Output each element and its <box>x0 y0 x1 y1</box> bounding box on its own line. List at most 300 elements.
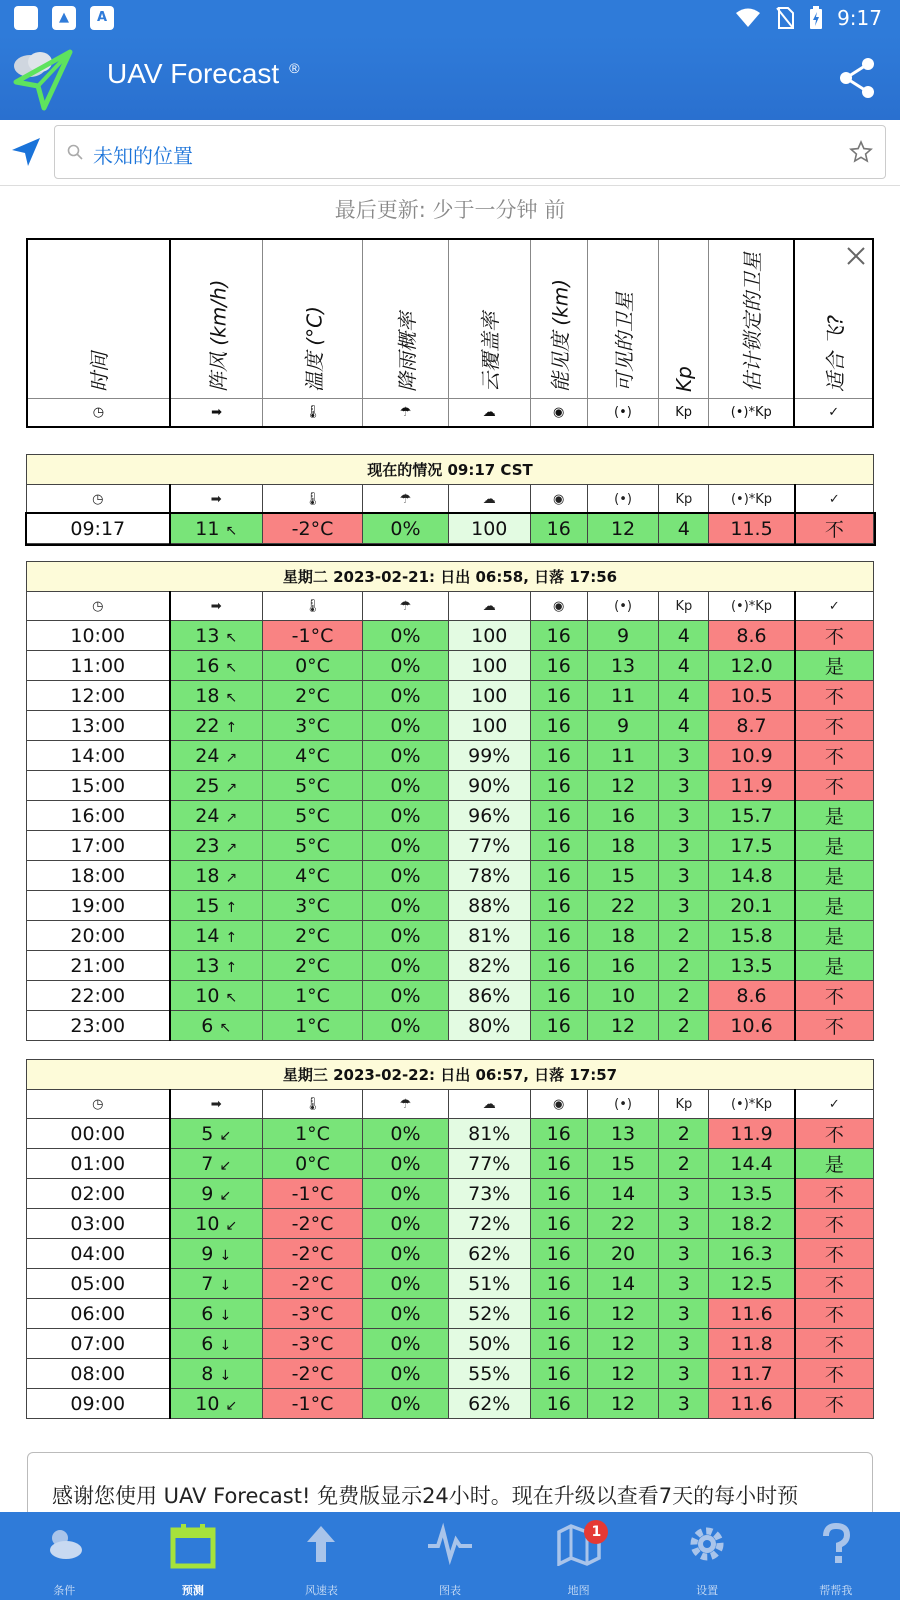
gust-cell: 24 ↗ <box>170 741 263 771</box>
gust-cell: 13 ↖ <box>170 621 263 651</box>
sats-cell: 12 <box>587 1011 659 1041</box>
time-cell: 19:00 <box>27 891 170 921</box>
est-sats-cell: 17.5 <box>709 831 795 861</box>
fly-cell: 是 <box>795 801 874 831</box>
wind-arrow-icon: ➡ <box>170 1090 263 1119</box>
est-sats-cell: 8.6 <box>709 621 795 651</box>
visibility-cell: 16 <box>530 921 587 951</box>
bottom-nav <box>0 1512 900 1600</box>
col-precip: 降雨概率 <box>363 239 449 399</box>
table-row[interactable] <box>27 1359 874 1389</box>
wind-direction-icon: ↗ <box>225 869 238 886</box>
temp-cell: -2°C <box>262 1209 362 1239</box>
cloud-cell: 96% <box>448 801 530 831</box>
table-row[interactable] <box>27 831 874 861</box>
fly-cell: 不 <box>795 1389 874 1419</box>
cloud-cell: 82% <box>448 951 530 981</box>
kp-label: Kp <box>659 592 709 621</box>
cloud-icon: ☁ <box>448 399 530 427</box>
table-row[interactable] <box>27 771 874 801</box>
est-sats-cell: 18.2 <box>709 1209 795 1239</box>
est-sats-cell: 11.6 <box>709 1389 795 1419</box>
kp-cell: 3 <box>659 801 709 831</box>
wind-direction-icon: ↙ <box>219 1127 232 1144</box>
precip-cell: 0% <box>363 1149 449 1179</box>
table-row[interactable] <box>27 1011 874 1041</box>
kp-cell: 4 <box>659 651 709 681</box>
sats-cell: 15 <box>587 1149 659 1179</box>
check-icon: ✓ <box>795 1090 874 1119</box>
wind-direction-icon: ↓ <box>219 1367 232 1384</box>
visibility-cell: 16 <box>530 681 587 711</box>
precip-cell: 0% <box>363 681 449 711</box>
time-cell: 11:00 <box>27 651 170 681</box>
est-sats-cell: 11.5 <box>709 514 795 544</box>
precip-cell: 0% <box>363 1359 449 1389</box>
kp-cell: 4 <box>659 621 709 651</box>
est-sats-cell: 10.6 <box>709 1011 795 1041</box>
precip-cell: 0% <box>363 621 449 651</box>
gust-cell: 14 ↑ <box>170 921 263 951</box>
fly-cell: 不 <box>795 1119 874 1149</box>
gust-cell: 6 ↓ <box>170 1299 263 1329</box>
nav-anemometer[interactable]: 风速表 <box>257 1512 386 1600</box>
time-cell: 09:17 <box>27 514 170 544</box>
table-row[interactable] <box>27 1269 874 1299</box>
app-bar <box>0 36 900 120</box>
precip-cell: 0% <box>363 1389 449 1419</box>
est-sats-cell: 15.8 <box>709 921 795 951</box>
gust-cell: 16 ↖ <box>170 651 263 681</box>
kp-cell: 3 <box>659 831 709 861</box>
time-cell: 09:00 <box>27 1389 170 1419</box>
wind-direction-icon: ↗ <box>225 779 238 796</box>
visibility-cell: 16 <box>530 801 587 831</box>
cloud-cell: 88% <box>448 891 530 921</box>
est-sats-cell: 10.5 <box>709 681 795 711</box>
gust-cell: 9 ↙ <box>170 1179 263 1209</box>
fly-cell: 不 <box>795 681 874 711</box>
temp-cell: -1°C <box>262 1179 362 1209</box>
rain-icon: ☂ <box>363 1090 449 1119</box>
visibility-cell: 16 <box>530 1299 587 1329</box>
kp-cell: 4 <box>659 711 709 741</box>
sats-cell: 12 <box>587 1389 659 1419</box>
gust-cell: 10 ↖ <box>170 981 263 1011</box>
fly-cell: 是 <box>795 921 874 951</box>
precip-cell: 0% <box>363 771 449 801</box>
est-sats-cell: 11.7 <box>709 1359 795 1389</box>
eye-icon: ◉ <box>530 485 587 514</box>
upgrade-promo[interactable]: 感谢您使用 UAV Forecast! 免费版显示24小时。现在升级以查看7天的每小时预 <box>27 1452 873 1592</box>
est-sats-cell: 11.9 <box>709 1119 795 1149</box>
no-sim-icon <box>775 6 795 30</box>
est-sats-cell: 13.5 <box>709 1179 795 1209</box>
temp-cell: 5°C <box>262 831 362 861</box>
time-cell: 08:00 <box>27 1359 170 1389</box>
wind-direction-icon: ↓ <box>219 1247 232 1264</box>
sats-cell: 10 <box>587 981 659 1011</box>
gust-cell: 13 ↑ <box>170 951 263 981</box>
col-fly: 适合 飞? <box>794 239 873 399</box>
temp-cell: -1°C <box>262 1389 362 1419</box>
temp-cell: -2°C <box>262 1359 362 1389</box>
table-row[interactable] <box>27 621 874 651</box>
kp-cell: 3 <box>659 1269 709 1299</box>
visibility-cell: 16 <box>530 621 587 651</box>
temp-cell: 5°C <box>262 771 362 801</box>
kp-cell: 2 <box>659 951 709 981</box>
table-row[interactable] <box>27 891 874 921</box>
gust-cell: 7 ↙ <box>170 1149 263 1179</box>
kp-cell: 3 <box>659 1359 709 1389</box>
visibility-cell: 16 <box>530 1011 587 1041</box>
gust-cell: 7 ↓ <box>170 1269 263 1299</box>
est-sats-cell: 11.6 <box>709 1299 795 1329</box>
fly-cell: 是 <box>795 1149 874 1179</box>
favorite-star-icon[interactable] <box>849 140 873 164</box>
rain-icon: ☂ <box>363 399 449 427</box>
check-icon: ✓ <box>795 592 874 621</box>
precip-cell: 0% <box>363 1239 449 1269</box>
table-row[interactable] <box>27 1209 874 1239</box>
cloud-icon: ☁ <box>448 1090 530 1119</box>
table-row[interactable] <box>27 711 874 741</box>
pulse-icon <box>426 1522 474 1566</box>
wind-arrow-icon: ➡ <box>170 592 263 621</box>
wind-direction-icon: ↖ <box>225 689 238 706</box>
visibility-cell: 16 <box>530 831 587 861</box>
precip-cell: 0% <box>363 861 449 891</box>
current-conditions-table <box>26 454 874 544</box>
sats-cell: 14 <box>587 1269 659 1299</box>
temp-cell: 3°C <box>262 711 362 741</box>
cloud-cell: 73% <box>448 1179 530 1209</box>
sats-cell: 11 <box>587 681 659 711</box>
wind-direction-icon: ↙ <box>225 1217 238 1234</box>
table-row[interactable] <box>27 861 874 891</box>
cloud-icon: ☁ <box>448 592 530 621</box>
satellite-icon: (•) <box>587 592 659 621</box>
fly-cell: 不 <box>795 1011 874 1041</box>
precip-cell: 0% <box>363 921 449 951</box>
wind-arrow-icon: ➡ <box>170 485 263 514</box>
gust-cell: 5 ↙ <box>170 1119 263 1149</box>
est-sats-cell: 16.3 <box>709 1239 795 1269</box>
time-cell: 18:00 <box>27 861 170 891</box>
sats-cell: 15 <box>587 861 659 891</box>
cloud-cell: 100 <box>448 711 530 741</box>
clock-icon: ◷ <box>27 1090 170 1119</box>
est-sats-cell: 8.7 <box>709 711 795 741</box>
time-cell: 00:00 <box>27 1119 170 1149</box>
table-row[interactable] <box>27 951 874 981</box>
fly-cell: 不 <box>795 1299 874 1329</box>
eye-icon: ◉ <box>530 592 587 621</box>
sats-cell: 20 <box>587 1239 659 1269</box>
thermometer-icon: 🌡︎ <box>262 592 362 621</box>
time-cell: 12:00 <box>27 681 170 711</box>
share-icon[interactable] <box>836 56 880 100</box>
est-sats-cell: 12.0 <box>709 651 795 681</box>
check-icon: ✓ <box>794 399 873 427</box>
table-row[interactable] <box>27 514 874 544</box>
wind-direction-icon: ↖ <box>225 659 238 676</box>
search-icon <box>67 144 83 160</box>
precip-cell: 0% <box>363 1329 449 1359</box>
map-badge: 1 <box>584 1520 608 1544</box>
gust-cell: 8 ↓ <box>170 1359 263 1389</box>
wind-direction-icon: ↖ <box>225 522 238 539</box>
wind-direction-icon: ↙ <box>225 1397 238 1414</box>
thermometer-icon: 🌡︎ <box>262 485 362 514</box>
cloud-cell: 77% <box>448 831 530 861</box>
visibility-cell: 16 <box>530 771 587 801</box>
fly-cell: 不 <box>795 741 874 771</box>
est-sats-cell: 11.9 <box>709 771 795 801</box>
temp-cell: 1°C <box>262 1011 362 1041</box>
temp-cell: 4°C <box>262 861 362 891</box>
kp-cell: 3 <box>659 1239 709 1269</box>
fly-cell: 不 <box>795 621 874 651</box>
cloud-cell: 77% <box>448 1149 530 1179</box>
cloud-cell: 100 <box>448 621 530 651</box>
precip-cell: 0% <box>363 1011 449 1041</box>
table-row[interactable] <box>27 1389 874 1419</box>
cloud-cell: 100 <box>448 651 530 681</box>
close-icon[interactable] <box>846 246 866 266</box>
temp-cell: 2°C <box>262 951 362 981</box>
temp-cell: -2°C <box>262 514 362 544</box>
est-sats-cell: 8.6 <box>709 981 795 1011</box>
visibility-cell: 16 <box>530 1179 587 1209</box>
table-row[interactable] <box>27 921 874 951</box>
kp-cell: 3 <box>659 1299 709 1329</box>
sats-cell: 22 <box>587 1209 659 1239</box>
sats-cell: 16 <box>587 951 659 981</box>
satellite-icon: (•) <box>587 485 659 514</box>
precip-cell: 0% <box>363 1299 449 1329</box>
search-input[interactable] <box>54 125 886 179</box>
fly-cell: 不 <box>795 981 874 1011</box>
est-sats-cell: 14.8 <box>709 861 795 891</box>
check-icon: ✓ <box>795 485 874 514</box>
wind-direction-icon: ↓ <box>219 1307 232 1324</box>
col-visibility: 能见度 (km) <box>530 239 587 399</box>
nav-charts[interactable]: 图表 <box>386 1512 515 1600</box>
nav-settings[interactable]: 设置 <box>643 1512 772 1600</box>
visibility-cell: 16 <box>530 711 587 741</box>
table-row[interactable] <box>27 1119 874 1149</box>
table-row[interactable] <box>27 1149 874 1179</box>
precip-cell: 0% <box>363 741 449 771</box>
sats-cell: 12 <box>587 1299 659 1329</box>
image-icon: ▲ <box>52 6 76 30</box>
precip-cell: 0% <box>363 891 449 921</box>
gust-cell: 18 ↖ <box>170 681 263 711</box>
fly-cell: 不 <box>795 1329 874 1359</box>
time-cell: 10:00 <box>27 621 170 651</box>
wind-direction-icon: ↖ <box>225 629 238 646</box>
kp-cell: 3 <box>659 741 709 771</box>
clock: 9:17 <box>837 6 882 30</box>
visibility-cell: 16 <box>530 891 587 921</box>
cloud-cell: 51% <box>448 1269 530 1299</box>
wind-direction-icon: ↖ <box>219 1019 232 1036</box>
last-updated: 最后更新: 少于一分钟 前 <box>334 198 566 222</box>
wind-direction-icon: ↑ <box>225 959 238 976</box>
sats-cell: 11 <box>587 741 659 771</box>
fly-cell: 是 <box>795 891 874 921</box>
kp-cell: 2 <box>659 1119 709 1149</box>
kp-cell: 2 <box>659 981 709 1011</box>
fly-cell: 是 <box>795 651 874 681</box>
rain-icon: ☂ <box>363 592 449 621</box>
fly-cell: 不 <box>795 1209 874 1239</box>
sats-cell: 13 <box>587 1119 659 1149</box>
cloud-icon: ☁ <box>448 485 530 514</box>
est-sats-label: (•)*Kp <box>709 485 795 514</box>
column-header-table <box>26 238 874 428</box>
precip-cell: 0% <box>363 711 449 741</box>
help-icon <box>814 1522 858 1566</box>
app-title: UAV Forecast ® <box>107 58 300 89</box>
precip-cell: 0% <box>363 951 449 981</box>
time-cell: 14:00 <box>27 741 170 771</box>
sats-cell: 9 <box>587 711 659 741</box>
est-sats-label: (•)*Kp <box>709 399 795 427</box>
est-sats-label: (•)*Kp <box>709 1090 795 1119</box>
nav-help[interactable]: 帮帮我 <box>771 1512 900 1600</box>
nav-map[interactable]: 1 地图 <box>514 1512 643 1600</box>
gust-cell: 15 ↑ <box>170 891 263 921</box>
fly-cell: 是 <box>795 951 874 981</box>
nav-forecast[interactable]: 预测 <box>129 1512 258 1600</box>
est-sats-cell: 13.5 <box>709 951 795 981</box>
wifi-icon <box>735 8 761 28</box>
gust-cell: 6 ↖ <box>170 1011 263 1041</box>
visibility-cell: 16 <box>530 1239 587 1269</box>
precip-cell: 0% <box>363 801 449 831</box>
fly-cell: 是 <box>795 861 874 891</box>
precip-cell: 0% <box>363 981 449 1011</box>
est-sats-cell: 10.9 <box>709 741 795 771</box>
table-row[interactable] <box>27 741 874 771</box>
visibility-cell: 16 <box>530 651 587 681</box>
sats-cell: 12 <box>587 514 659 544</box>
gust-cell: 10 ↙ <box>170 1209 263 1239</box>
visibility-cell: 16 <box>530 1269 587 1299</box>
wind-direction-icon: ↓ <box>219 1277 232 1294</box>
kp-cell: 4 <box>659 514 709 544</box>
sats-cell: 18 <box>587 831 659 861</box>
table-row[interactable] <box>27 1239 874 1269</box>
est-sats-label: (•)*Kp <box>709 592 795 621</box>
status-bar <box>0 0 900 36</box>
temp-cell: 0°C <box>262 651 362 681</box>
clock-icon: ◷ <box>27 399 170 427</box>
temp-cell: 2°C <box>262 681 362 711</box>
weather-icon <box>42 1522 86 1566</box>
kp-cell: 3 <box>659 1179 709 1209</box>
fly-cell: 不 <box>795 1239 874 1269</box>
wind-direction-icon: ↑ <box>225 719 238 736</box>
gust-cell: 18 ↗ <box>170 861 263 891</box>
cloud-cell: 50% <box>448 1329 530 1359</box>
temp-cell: -3°C <box>262 1329 362 1359</box>
thermometer-icon: 🌡︎ <box>262 1090 362 1119</box>
day-forecast-table <box>26 1059 874 1419</box>
time-cell: 06:00 <box>27 1299 170 1329</box>
temp-cell: -1°C <box>262 621 362 651</box>
temp-cell: -3°C <box>262 1299 362 1329</box>
battery-icon <box>809 6 823 30</box>
temp-cell: 5°C <box>262 801 362 831</box>
table-row[interactable] <box>27 1299 874 1329</box>
visibility-cell: 16 <box>530 951 587 981</box>
table-row[interactable] <box>27 681 874 711</box>
fly-cell: 不 <box>795 711 874 741</box>
visibility-cell: 16 <box>530 861 587 891</box>
kp-cell: 3 <box>659 771 709 801</box>
rain-icon: ☂ <box>363 485 449 514</box>
precip-cell: 0% <box>363 831 449 861</box>
cloud-cell: 81% <box>448 1119 530 1149</box>
table-row[interactable] <box>27 801 874 831</box>
col-gust: 阵风 (km/h) <box>170 239 263 399</box>
table-title: 星期二 2023-02-21: 日出 06:58, 日落 17:56 <box>27 562 874 592</box>
locate-icon[interactable] <box>10 136 42 168</box>
time-cell: 21:00 <box>27 951 170 981</box>
est-sats-cell: 12.5 <box>709 1269 795 1299</box>
wind-direction-icon: ↓ <box>219 1337 232 1354</box>
sats-cell: 9 <box>587 621 659 651</box>
sats-cell: 14 <box>587 1179 659 1209</box>
clock-icon: ◷ <box>27 485 170 514</box>
gust-cell: 23 ↗ <box>170 831 263 861</box>
precip-cell: 0% <box>363 1179 449 1209</box>
sats-cell: 13 <box>587 651 659 681</box>
time-cell: 03:00 <box>27 1209 170 1239</box>
table-row[interactable] <box>27 1179 874 1209</box>
est-sats-cell: 11.8 <box>709 1329 795 1359</box>
gust-cell: 22 ↑ <box>170 711 263 741</box>
cloud-cell: 72% <box>448 1209 530 1239</box>
col-kp: Kp <box>659 239 709 399</box>
table-row[interactable] <box>27 1329 874 1359</box>
time-cell: 01:00 <box>27 1149 170 1179</box>
kp-cell: 3 <box>659 1389 709 1419</box>
cloud-cell: 86% <box>448 981 530 1011</box>
col-time: 时间 <box>27 239 170 399</box>
visibility-cell: 16 <box>530 1149 587 1179</box>
sats-cell: 18 <box>587 921 659 951</box>
table-row[interactable] <box>27 981 874 1011</box>
nav-conditions[interactable]: 条件 <box>0 1512 129 1600</box>
fly-cell: 不 <box>795 1179 874 1209</box>
cloud-cell: 52% <box>448 1299 530 1329</box>
visibility-cell: 16 <box>530 1119 587 1149</box>
precip-cell: 0% <box>363 1209 449 1239</box>
table-row[interactable] <box>27 651 874 681</box>
wind-direction-icon: ↑ <box>225 929 238 946</box>
fly-cell: 不 <box>795 771 874 801</box>
kp-label: Kp <box>659 399 709 427</box>
kp-label: Kp <box>659 485 709 514</box>
time-cell: 17:00 <box>27 831 170 861</box>
wind-direction-icon: ↗ <box>225 839 238 856</box>
sats-cell: 22 <box>587 891 659 921</box>
